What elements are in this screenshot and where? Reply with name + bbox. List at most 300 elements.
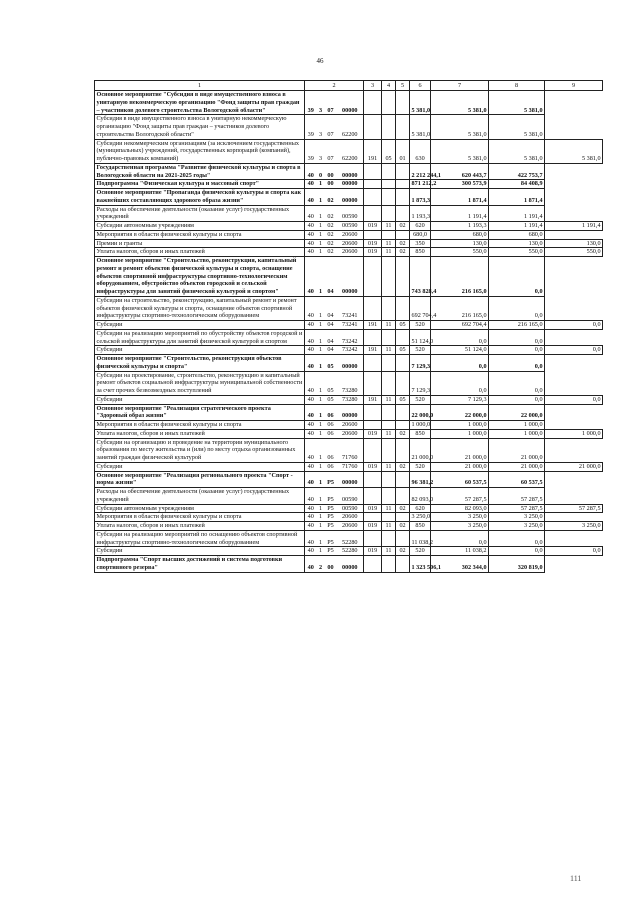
row-cell: 40 [305,513,317,522]
row-cell: 60 537,5 [431,471,489,488]
row-cell: 20600 [337,429,364,438]
row-cell: 05 [396,346,410,355]
row-cell: P5 [325,504,337,513]
header-cell: 3 [364,81,382,91]
row-cell: P5 [325,488,337,505]
row-name: Субсидии автономным учреждениям [95,222,305,231]
row-cell: 1 [317,429,325,438]
row-cell: 07 [325,91,337,115]
row-name: Мероприятия в области физической культуры и спорта [95,513,305,522]
row-cell: 0,0 [431,355,489,372]
row-cell: 02 [325,230,337,239]
row-cell: 0,0 [489,547,545,556]
row-cell: 1 193,3 [431,222,489,231]
row-cell: 1 [317,462,325,471]
row-cell: 1 [317,404,325,421]
row-name: Основное мероприятие "Реализация стратегического проекта "Здоровый образ жизни" [95,404,305,421]
row-cell: 40 [305,321,317,330]
row-cell: 1 [317,321,325,330]
row-cell: 019 [364,429,382,438]
row-cell [382,556,396,573]
row-cell: 20600 [337,522,364,531]
row-cell: 00000 [337,180,364,189]
table-row [95,91,603,115]
table-row [95,222,603,231]
row-cell: 22 000,0 [431,404,489,421]
row-cell [396,329,410,346]
row-cell [364,115,382,139]
row-cell [364,404,382,421]
row-cell: 1 [317,180,325,189]
row-cell: 871 212,2 [411,180,437,188]
row-cell [396,438,410,462]
row-cell: 73241 [337,296,364,320]
table-row [95,504,603,513]
row-cell: 3 250,0 [431,522,489,531]
row-cell: 7 129,3 [431,395,489,404]
row-cell: 84 408,9 [489,180,545,189]
row-cell [396,371,410,395]
row-cell [364,189,382,206]
row-cell: 3 [317,115,325,139]
row-cell: 3 250,0 [545,522,603,531]
row-cell [396,115,410,139]
row-cell: 01 [396,139,410,163]
row-cell: 40 [305,189,317,206]
table-row [95,355,603,372]
row-cell: 1 [317,395,325,404]
row-cell: 0,0 [489,296,545,320]
row-cell: 04 [325,257,337,297]
row-cell: 520 [410,462,431,471]
row-cell: 11 [382,504,396,513]
row-cell: 0,0 [489,530,545,547]
row-cell: 1 871,4 [431,189,489,206]
row-cell: 1 000,0 [431,421,489,430]
row-cell [364,355,382,372]
row-cell: 02 [396,504,410,513]
row-cell: 20600 [337,248,364,257]
header-cell: 4 [382,81,396,91]
row-cell: 11 [382,429,396,438]
row-cell: 82 093,0 [431,504,489,513]
row-cell: 0,0 [489,371,545,395]
row-cell: 00000 [337,163,364,180]
row-name: Подпрограмма "Спорт высших достижений и система подготовки спортивного резерва" [95,556,305,573]
table-row [95,180,603,189]
row-cell [364,530,382,547]
row-cell: 743 828,4 [410,257,431,297]
header-cell: 7 [431,81,489,91]
row-cell: P5 [325,513,337,522]
row-cell: 20600 [337,230,364,239]
row-cell: 06 [325,429,337,438]
row-cell: 40 [305,346,317,355]
row-cell: 1 [317,257,325,297]
row-cell: 216 165,0 [489,321,545,330]
row-cell: 02 [325,205,337,222]
row-cell [382,91,396,115]
row-cell [382,513,396,522]
row-cell: 04 [325,321,337,330]
row-cell: 21 000,0 [410,438,431,462]
row-cell: 11 [382,462,396,471]
row-cell: 06 [325,438,337,462]
header-cell: 2 [305,81,364,91]
row-cell: 40 [305,488,317,505]
row-cell [382,404,396,421]
row-cell: 00 [325,556,337,573]
row-cell [396,355,410,372]
row-cell: 1 [317,355,325,372]
row-cell: 02 [325,222,337,231]
row-cell [396,296,410,320]
row-cell: 1 [317,239,325,248]
row-cell: 1 191,4 [545,222,603,231]
row-cell: 11 [382,346,396,355]
row-name: Субсидии на реализацию мероприятий по обустройству объектов городской и сельской инфраструктуры для занятий физической культурой и спортом [95,329,305,346]
row-cell [396,404,410,421]
row-name: Государственная программа "Развитие физической культуры и спорта в Вологодской области на 2021-2025 годы" [95,163,305,180]
row-cell: 1 [317,421,325,430]
row-cell [364,471,382,488]
row-name: Субсидии [95,462,305,471]
row-cell: 05 [396,321,410,330]
row-name: Субсидии на организацию и проведение на территории муниципального образования по месту жительства и (или) по месту отдыха организованных занятий граждан физической культурой [95,438,305,462]
row-cell: 05 [325,371,337,395]
row-cell: 40 [305,222,317,231]
row-cell: 40 [305,504,317,513]
table-row [95,296,603,320]
table-row [95,462,603,471]
row-cell: 40 [305,429,317,438]
table-row [95,346,603,355]
row-cell: 02 [396,222,410,231]
row-cell [364,257,382,297]
row-cell [382,488,396,505]
row-cell: 57 287,5 [489,488,545,505]
row-cell: 680,0 [410,230,431,239]
table-row [95,115,603,139]
row-cell: 850 [410,248,431,257]
row-cell: 550,0 [545,248,603,257]
row-cell: 00000 [337,189,364,206]
row-cell: 1 [317,488,325,505]
row-cell: 71760 [337,438,364,462]
table-row [95,239,603,248]
budget-table [94,80,603,573]
row-cell: 40 [305,163,317,180]
row-cell [396,257,410,297]
row-cell: 1 [317,329,325,346]
table-row [95,547,603,556]
row-cell [396,180,410,189]
row-name: Субсидии автономным учреждениям [95,504,305,513]
footer-number: 111 [570,874,582,883]
row-cell [396,471,410,488]
row-cell: 1 [317,248,325,257]
row-cell: 216 165,0 [431,296,489,320]
row-cell: 21 000,0 [489,462,545,471]
row-cell: 0,0 [545,547,603,556]
row-cell: 5 381,0 [410,115,431,139]
row-cell: 692 704,4 [410,296,431,320]
row-cell: 1 193,3 [410,205,431,222]
row-name: Подпрограмма "Физическая культура и массовый спорт" [95,180,305,189]
header-cell: 5 [396,81,410,91]
row-cell [382,189,396,206]
row-cell: 1 [317,530,325,547]
row-cell: 11 [382,395,396,404]
row-cell [382,329,396,346]
row-cell [396,189,410,206]
row-name: Субсидии некоммерческим организациям (за исключением государственных (муниципальных) учреждений, государственных корпораций (компаний), публично-правовых компаний) [95,139,305,163]
row-cell: 20600 [337,421,364,430]
row-cell: 52280 [337,530,364,547]
row-name: Основное мероприятие "Реализация регионального проекта "Спорт - норма жизни" [95,471,305,488]
table-row [95,321,603,330]
table-row [95,230,603,239]
row-cell [364,438,382,462]
row-cell: 05 [325,395,337,404]
row-cell: 60 537,5 [489,471,545,488]
row-cell: 39 [305,139,317,163]
row-cell: 02 [396,462,410,471]
row-cell: 1 871,4 [489,189,545,206]
row-cell [364,488,382,505]
row-name: Уплата налогов, сборов и иных платежей [95,248,305,257]
row-cell: 191 [364,139,382,163]
row-name: Мероприятия в области физической культуры и спорта [95,230,305,239]
row-cell: 21 000,0 [545,462,603,471]
row-cell: 302 344,0 [431,556,489,573]
row-cell: 21 000,0 [489,438,545,462]
row-cell: 1 [317,230,325,239]
row-cell: 1 [317,371,325,395]
table-row [95,248,603,257]
row-cell: 51 124,0 [431,346,489,355]
row-cell [364,230,382,239]
row-cell [382,355,396,372]
row-cell: 1 [317,513,325,522]
header-cell: 8 [489,81,545,91]
row-cell: 3 250,0 [431,513,489,522]
row-cell: 40 [305,530,317,547]
row-cell [364,421,382,430]
table-row [95,471,603,488]
table-row [95,163,603,180]
row-cell: 130,0 [545,239,603,248]
row-cell [364,371,382,395]
row-cell: 1 [317,296,325,320]
row-cell: 22 000,0 [410,404,431,421]
header-row [95,81,603,91]
row-cell: 019 [364,239,382,248]
row-cell: 850 [410,522,431,531]
row-name: Расходы на обеспечение деятельности (оказание услуг) государственных учреждений [95,488,305,505]
row-cell: 62200 [337,139,364,163]
row-name: Расходы на обеспечение деятельности (оказание услуг) государственных учреждений [95,205,305,222]
row-cell: 02 [396,547,410,556]
row-cell: 40 [305,395,317,404]
row-cell: 1 [317,438,325,462]
row-cell: 5 381,0 [410,91,431,115]
row-cell: 520 [410,547,431,556]
row-cell: P5 [325,471,337,488]
row-cell: 02 [325,189,337,206]
row-cell: 0,0 [431,530,489,547]
row-name: Субсидии [95,395,305,404]
table-row [95,556,603,573]
row-cell: 1 000,0 [489,429,545,438]
row-cell: 1 873,3 [410,189,431,206]
row-cell: 73242 [337,329,364,346]
row-cell: 02 [396,248,410,257]
row-cell [382,230,396,239]
row-name: Основное мероприятие "Пропаганда физической культуры и спорта как важнейших составляющих здорового образа жизни" [95,189,305,206]
row-cell: 2 [317,556,325,573]
row-cell: 11 038,2 [410,530,431,547]
table-row [95,139,603,163]
row-cell: 07 [325,139,337,163]
row-cell: 850 [410,429,431,438]
row-cell: 7 129,3 [410,355,431,372]
row-cell: 40 [305,421,317,430]
row-cell: 05 [382,139,396,163]
row-cell: 620 [410,222,431,231]
row-cell: 40 [305,296,317,320]
row-cell: 1 000,0 [431,429,489,438]
row-cell: 0,0 [545,395,603,404]
row-cell: 1 [317,471,325,488]
row-cell: 350 [410,239,431,248]
table-row [95,530,603,547]
row-cell: 52280 [337,547,364,556]
row-cell: 40 [305,556,317,573]
row-cell: 00 [325,180,337,189]
row-cell: 40 [305,205,317,222]
row-cell: 019 [364,547,382,556]
row-cell: 21 000,0 [431,462,489,471]
row-name: Основное мероприятие "Строительство, реконструкция объектов физической культуры и спорта" [95,355,305,372]
row-cell: 40 [305,257,317,297]
row-cell: 1 000,0 [489,421,545,430]
row-cell [364,329,382,346]
row-cell: 680,0 [431,230,489,239]
row-cell: 7 129,3 [410,371,431,395]
row-cell: 51 124,0 [410,329,431,346]
row-cell: 0,0 [489,257,545,297]
row-cell [382,180,396,189]
row-cell [396,513,410,522]
row-cell: 00000 [337,556,364,573]
table-row [95,513,603,522]
row-cell: 00590 [337,222,364,231]
row-name: Субсидии на реализацию мероприятий по оснащению объектов спортивной инфраструктуры спортивно-технологическим оборудованием [95,530,305,547]
row-cell: 73242 [337,346,364,355]
row-cell [382,296,396,320]
header-cell: 9 [545,81,603,91]
row-cell: 1 [317,189,325,206]
row-cell: 1 323 506,1 [410,556,431,573]
row-cell: 019 [364,222,382,231]
row-cell: P5 [325,547,337,556]
header-cell: 1 [95,81,305,91]
row-cell: 0,0 [431,329,489,346]
row-cell [364,163,382,180]
row-cell: 1 [317,547,325,556]
row-cell: 40 [305,248,317,257]
row-cell: 0,0 [545,346,603,355]
row-cell: 11 [382,547,396,556]
header-cell: 6 [410,81,431,91]
row-cell: 40 [305,547,317,556]
row-cell: 71760 [337,462,364,471]
row-cell: 07 [325,115,337,139]
row-cell: 40 [305,230,317,239]
row-cell: 550,0 [489,248,545,257]
row-cell: 3 250,0 [411,513,431,521]
row-cell [382,371,396,395]
row-cell: 0,0 [489,395,545,404]
row-cell [364,556,382,573]
row-cell: 00000 [337,91,364,115]
row-cell: 5 381,0 [489,115,545,139]
row-cell: 73280 [337,395,364,404]
row-cell [396,556,410,573]
row-cell: 0,0 [489,346,545,355]
row-cell: 692 704,4 [431,321,489,330]
row-cell: 40 [305,180,317,189]
row-cell: 0,0 [431,371,489,395]
row-cell: 04 [325,296,337,320]
row-cell: 11 [382,239,396,248]
row-cell: 019 [364,248,382,257]
row-cell: 00590 [337,504,364,513]
table-row [95,488,603,505]
row-cell [382,471,396,488]
row-cell: 0 [317,163,325,180]
row-cell: 22 000,0 [489,404,545,421]
table-row [95,189,603,206]
row-cell: 05 [325,355,337,372]
row-cell: 1 000,0 [411,421,431,428]
row-cell: 630 [410,139,431,163]
row-cell: 019 [364,504,382,513]
row-cell [396,230,410,239]
row-cell: 06 [325,462,337,471]
row-cell [396,205,410,222]
row-cell: 02 [325,239,337,248]
row-cell [382,530,396,547]
row-name: Уплата налогов, сборов и иных платежей [95,522,305,531]
row-cell: 04 [325,346,337,355]
row-cell: 20600 [337,513,364,522]
row-cell: 520 [410,321,431,330]
row-cell: 1 [317,504,325,513]
row-cell: 5 381,0 [431,91,489,115]
row-cell: 57 287,5 [545,504,603,513]
row-cell: 019 [364,462,382,471]
row-cell: 1 [317,205,325,222]
row-cell: 00590 [337,488,364,505]
row-cell: 39 [305,115,317,139]
row-cell: 5 381,0 [431,115,489,139]
row-cell: 00000 [337,471,364,488]
row-name: Субсидии [95,321,305,330]
row-cell: 191 [364,321,382,330]
row-cell: 620 [410,504,431,513]
